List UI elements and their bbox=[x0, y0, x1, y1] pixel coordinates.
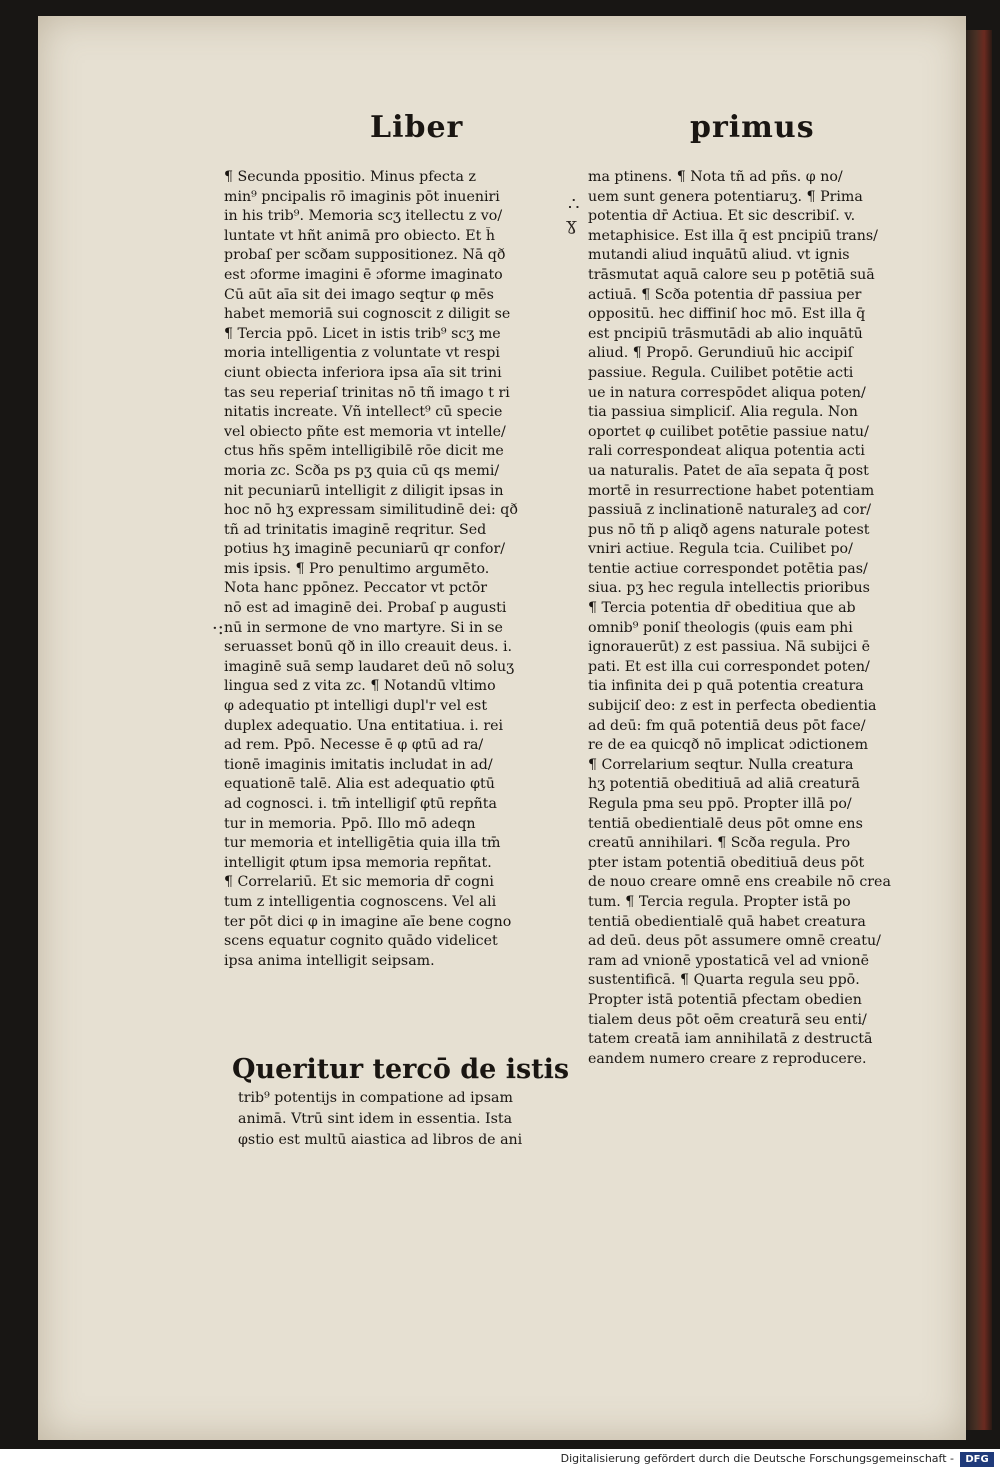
text-line: ter pōt dici φ in imagine aīe bene cogno bbox=[224, 913, 512, 930]
left-column-tail bbox=[238, 1088, 522, 1151]
text-line: actiuā. ¶ Scða potentia dr̄ passiua per bbox=[588, 286, 862, 303]
text-line: moria intelligentia z voluntate vt respi bbox=[224, 345, 500, 362]
text-line: creatū annihilari. ¶ Scða regula. Pro bbox=[588, 835, 851, 852]
text-line: tum. ¶ Tercia regula. Propter istā po bbox=[588, 893, 851, 910]
text-line: moria zc. Scða ps pʒ quia cū qs memi/ bbox=[224, 462, 500, 479]
text-line: Nota hanc ppōnez. Peccator vt pctōr bbox=[224, 580, 488, 597]
text-line: mis ipsis. ¶ Pro penultimo argumēto. bbox=[224, 560, 490, 577]
text-line: potentia dr̄ Actiua. Et sic describiſ. v. bbox=[588, 208, 856, 225]
text-line: lingua sed z vita zc. ¶ Notandū vltimo bbox=[224, 678, 496, 695]
text-line: pati. Et est illa cui correspondet poten/ bbox=[588, 658, 870, 675]
text-line: Regula pma seu ppō. Propter illā po/ bbox=[588, 796, 852, 812]
text-line: tia passiua simpliciſ. Alia regula. Non bbox=[588, 404, 858, 421]
text-line: luntate vt hñt animā pro obiecto. Et h̄ bbox=[224, 227, 495, 244]
text-line: hʒ potentiā obeditiuā ad aliā creaturā bbox=[588, 776, 860, 793]
text-line: in his trib⁹. Memoria scʒ itellectu z vo/ bbox=[224, 208, 503, 225]
margin-mark: ·: bbox=[212, 618, 224, 639]
text-line: intelligit φtum ipsa memoria repñtat. bbox=[224, 854, 492, 871]
text-line: mortē in resurrectione habet potentiam bbox=[588, 482, 875, 499]
text-line: eandem numero creare z reproducere. bbox=[588, 1050, 867, 1067]
text-line: seruasset bonū qð in illo creauit deus. i. bbox=[224, 639, 513, 656]
right-column bbox=[588, 168, 948, 1069]
text-line: nit pecuniarū intelligit z diligit ipsas in bbox=[224, 482, 504, 499]
text-line: pus nō tñ p aliqð agens naturale potest bbox=[588, 521, 870, 538]
text-line: tentiā obedientialē deus pōt omne ens bbox=[588, 815, 863, 832]
text-line: min⁹ pncipalis rō imaginis pōt inueniri bbox=[224, 188, 500, 205]
margin-mark: ɣ bbox=[566, 214, 577, 235]
text-line: tialem deus pōt oēm creaturā seu enti/ bbox=[588, 1011, 867, 1028]
running-head-left: Liber bbox=[370, 110, 464, 145]
text-line: pter istam potentiā obeditiuā deus pōt bbox=[588, 854, 865, 871]
text-line: ram ad vnionē ypostaticā vel ad vnionē bbox=[588, 952, 870, 969]
text-line: siua. pʒ hec regula intellectis prioribus bbox=[588, 580, 870, 597]
margin-mark: ∴ bbox=[568, 194, 580, 215]
funding-notice: Digitalisierung gefördert durch die Deutsche Forschungsgemeinschaft - bbox=[560, 1452, 954, 1465]
text-line: subijciſ deo: z est in perfecta obedientia bbox=[588, 698, 877, 715]
text-line: ctus hñs spēm intelligibilē rōe dicit me bbox=[224, 443, 504, 460]
running-head-right: primus bbox=[690, 110, 815, 145]
dfg-logo: DFG bbox=[960, 1452, 994, 1467]
text-line: φstio est multū aiastica ad libros de ani bbox=[238, 1132, 523, 1148]
text-line: ignorauerūt) z est passiua. Nā subijci ē bbox=[588, 639, 871, 656]
text-line: tatem creatā iam annihilatā z destructā bbox=[588, 1031, 873, 1048]
text-line: ad cognosci. i. tm̄ intelligiſ φtū repñta bbox=[224, 796, 497, 812]
text-line: tionē imaginis imitatis includat in ad/ bbox=[224, 756, 493, 773]
text-line: oppositū. hec diffiniſ hoc mō. Est illa q̄ bbox=[588, 306, 866, 323]
text-line: passiue. Regula. Cuilibet potētie acti bbox=[588, 364, 854, 381]
footer-bar bbox=[0, 1449, 1000, 1471]
text-line: tur in memoria. Ppō. Illo mō adeqn bbox=[224, 815, 476, 832]
text-line: tentiā obedientialē quā habet creatura bbox=[588, 913, 866, 930]
text-line: tur memoria et intelligētia quia illa tm̄ bbox=[224, 835, 501, 852]
text-line: trib⁹ potentijs in compatione ad ipsam bbox=[238, 1090, 513, 1106]
text-line: ¶ Correlariū. Et sic memoria dr̄ cogni bbox=[224, 874, 494, 891]
text-line: scens equatur cognito quādo videlicet bbox=[224, 933, 498, 950]
text-line: nitatis increate. Vñ intellect⁹ cū specie bbox=[224, 404, 503, 421]
text-line: φ adequatio pt intelligi dupl'r vel est bbox=[224, 698, 488, 715]
text-line: animā. Vtrū sint idem in essentia. Ista bbox=[238, 1111, 513, 1127]
text-line: duplex adequatio. Una entitatiua. i. rei bbox=[224, 717, 504, 734]
text-line: est pncipiū trāsmutādi ab alio inquātū bbox=[588, 325, 863, 342]
text-line: hoc nō hʒ expressam similitudinē dei: qð bbox=[224, 502, 518, 519]
text-line: nō est ad imaginē dei. Probaſ p augusti bbox=[224, 600, 507, 617]
text-line: tentie actiue correspondet potētia pas/ bbox=[588, 560, 868, 577]
text-line: probaſ per scðam suppositionez. Nā qð bbox=[224, 247, 506, 264]
text-line: ¶ Secunda ppositio. Minus pfecta z bbox=[224, 169, 476, 185]
text-line: uem sunt genera potentiaruʒ. ¶ Prima bbox=[588, 188, 863, 205]
text-line: tum z intelligentia cognoscens. Vel ali bbox=[224, 893, 497, 910]
text-line: ad deū. deus pōt assumere omnē creatu/ bbox=[588, 933, 881, 950]
text-line: sustentificā. ¶ Quarta regula seu ppō. bbox=[588, 972, 860, 989]
text-line: re de ea quicqð nō implicat ɔdictionem bbox=[588, 737, 869, 754]
text-line: ad deū: fm quā potentiā deus pōt face/ bbox=[588, 717, 866, 734]
text-line: ad rem. Ppō. Necesse ē φ φtū ad ra/ bbox=[224, 737, 484, 754]
text-line: ua naturalis. Patet de aīa sepata q̄ post bbox=[588, 462, 869, 479]
text-line: trāsmutat aquā calore seu p potētiā suā bbox=[588, 266, 875, 283]
text-line: Propter istā potentiā pfectam obedien bbox=[588, 991, 862, 1008]
text-line: de nouo creare omnē ens creabile nō crea bbox=[588, 874, 891, 891]
text-line: ma ptinens. ¶ Nota tñ ad pñs. φ no/ bbox=[588, 169, 843, 185]
text-line: ¶ Tercia potentia dr̄ obeditiua que ab bbox=[588, 600, 856, 617]
text-line: vniri actiue. Regula tcia. Cuilibet po/ bbox=[588, 541, 853, 558]
book-edge bbox=[966, 30, 992, 1430]
text-line: habet memoriā sui cognoscit z diligit se bbox=[224, 306, 511, 323]
text-line: ue in natura correspōdet aliqua poten/ bbox=[588, 384, 866, 401]
text-line: ciunt obiecta inferiora ipsa aīa sit trini bbox=[224, 364, 502, 381]
text-line: tas seu reperiaſ trinitas nō tñ imago t ri bbox=[224, 384, 510, 401]
left-column bbox=[224, 168, 582, 971]
text-line: potius hʒ imaginē pecuniarū qr confor/ bbox=[224, 541, 506, 558]
text-line: rali correspondeat aliqua potentia acti bbox=[588, 443, 865, 460]
text-line: est ɔforme imagini ē ɔforme imaginato bbox=[224, 266, 503, 283]
section-heading: Queritur tercō de istis bbox=[232, 1054, 570, 1085]
text-line: metaphisice. Est illa q̄ est pncipiū trans/ bbox=[588, 227, 878, 244]
text-line: imaginē suā semp laudaret deū nō soluʒ bbox=[224, 658, 515, 675]
text-line: oportet φ cuilibet potētie passiue natu/ bbox=[588, 423, 869, 440]
text-line: omnib⁹ poniſ theologis (φuis eam phi bbox=[588, 619, 853, 636]
text-line: ipsa anima intelligit seipsam. bbox=[224, 952, 435, 969]
text-line: tñ ad trinitatis imaginē reqritur. Sed bbox=[224, 521, 487, 538]
text-line: mutandi aliud inquātū aliud. vt ignis bbox=[588, 247, 850, 264]
text-line: equationē talē. Alia est adequatio φtū bbox=[224, 776, 495, 793]
text-line: aliud. ¶ Propō. Gerundiuū hic accipiſ bbox=[588, 345, 853, 362]
text-line: ¶ Tercia ppō. Licet in istis trib⁹ scʒ me bbox=[224, 325, 501, 342]
text-line: ¶ Correlarium seqtur. Nulla creatura bbox=[588, 756, 854, 773]
text-line: passiuā z inclinationē naturaleʒ ad cor/ bbox=[588, 502, 872, 519]
text-line: tia infinita dei p quā potentia creatura bbox=[588, 678, 864, 695]
text-line: vel obiecto pñte est memoria vt intelle/ bbox=[224, 423, 506, 440]
text-line: nū in sermone de vno martyre. Si in se bbox=[224, 619, 503, 636]
text-line: Cū aūt aīa sit dei imago seqtur φ mēs bbox=[224, 286, 494, 303]
